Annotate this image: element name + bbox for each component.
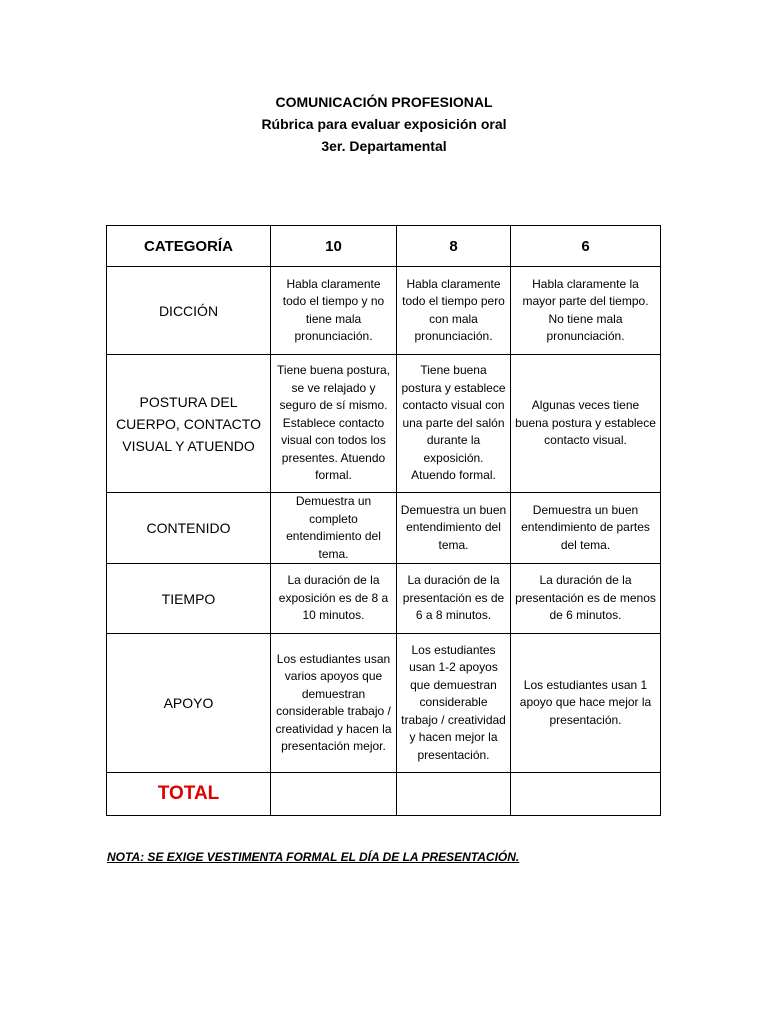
criteria-cell-8: Habla claramente todo el tiempo pero con mala pronunciación. [397,267,511,355]
table-row [107,493,661,564]
category-cell: APOYO [107,634,271,773]
footer-note: NOTA: SE EXIGE VESTIMENTA FORMAL EL DÍA DE LA PRESENTACIÓN. [107,850,520,864]
document-period: 3er. Departamental [321,138,447,154]
category-cell: DICCIÓN [107,267,271,355]
criteria-cell-10: La duración de la exposición es de 8 a 10 minutos. [271,564,397,634]
criteria-cell-8: Tiene buena postura y establece contacto visual con una parte del salón durante la exposición. Atuendo formal. [397,355,511,493]
criteria-cell-10: Demuestra un completo entendimiento del tema. [271,493,397,564]
table-row [107,267,661,355]
criteria-cell-6: Demuestra un buen entendimiento de partes del tema. [511,493,661,564]
criteria-cell-10: Los estudiantes usan varios apoyos que demuestran considerable trabajo / creatividad y hacen la presentación mejor. [271,634,397,773]
total-cell-6 [511,773,661,816]
header-category: CATEGORÍA [107,226,271,267]
table-row [107,564,661,634]
document-title: COMUNICACIÓN PROFESIONAL [275,94,493,110]
category-cell: TIEMPO [107,564,271,634]
header-score-6: 6 [511,226,661,267]
criteria-cell-6: Los estudiantes usan 1 apoyo que hace mejor la presentación. [511,634,661,773]
criteria-cell-10: Habla claramente todo el tiempo y no tiene mala pronunciación. [271,267,397,355]
table-row [107,355,661,493]
criteria-cell-8: La duración de la presentación es de 6 a 8 minutos. [397,564,511,634]
rubric-table [106,225,661,816]
total-cell-10 [271,773,397,816]
category-cell: CONTENIDO [107,493,271,564]
criteria-cell-6: Habla claramente la mayor parte del tiempo. No tiene mala pronunciación. [511,267,661,355]
criteria-cell-8: Los estudiantes usan 1-2 apoyos que demuestran considerable trabajo / creatividad y hacen mejor la presentación. [397,634,511,773]
criteria-cell-10: Tiene buena postura, se ve relajado y seguro de sí mismo. Establece contacto visual con todos los presentes. Atuendo formal. [271,355,397,493]
total-cell-8 [397,773,511,816]
document-subtitle: Rúbrica para evaluar exposición oral [261,116,507,132]
table-row [107,634,661,773]
header-row [107,226,661,267]
category-cell: POSTURA DEL CUERPO, CONTACTO VISUAL Y ATUENDO [107,355,271,493]
criteria-cell-8: Demuestra un buen entendimiento del tema. [397,493,511,564]
total-row [107,773,661,816]
criteria-cell-6: La duración de la presentación es de menos de 6 minutos. [511,564,661,634]
header-score-10: 10 [271,226,397,267]
header-score-8: 8 [397,226,511,267]
criteria-cell-6: Algunas veces tiene buena postura y establece contacto visual. [511,355,661,493]
total-label: TOTAL [107,773,271,816]
